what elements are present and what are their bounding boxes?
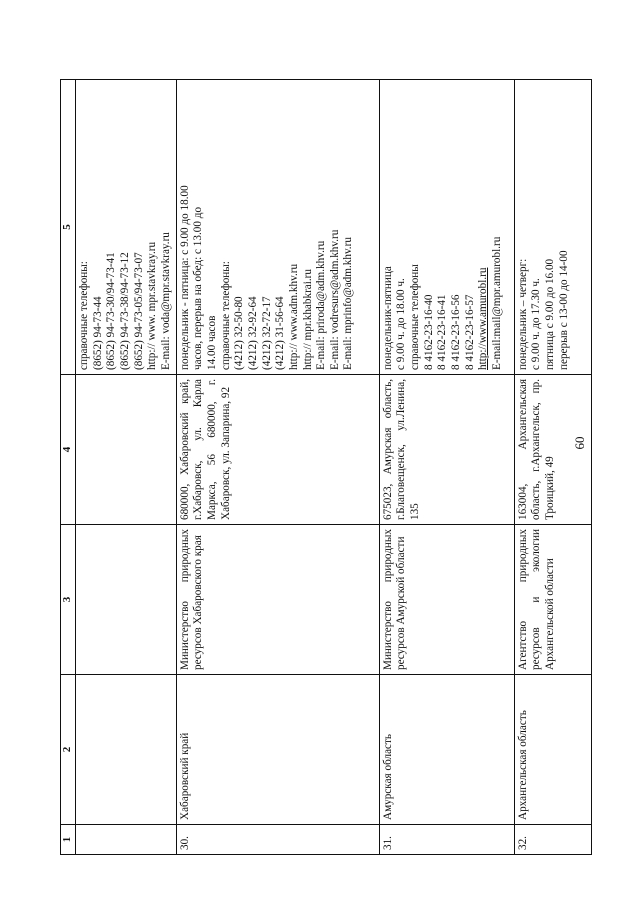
address-cell: 675023, Амурская область, г.Благовещенск, ул.Ленина, 135 <box>379 375 514 525</box>
website-link[interactable]: http://www.amurobl.ru <box>477 267 490 370</box>
organization-cell: Агентство природных ресурсов и экологии Архангельской области <box>514 525 591 675</box>
organization-cell: Министерство природных ресурсов Хабаровского края <box>176 525 379 675</box>
header-cell-5: 5 <box>61 80 76 375</box>
contact-line: с 9.00 ч. до 18.00 ч. <box>395 278 408 370</box>
contact-line: http:// www.adm.khv.ru <box>287 263 300 370</box>
region-cell: Хабаровский край <box>176 675 379 825</box>
address-cell: 680000, Хабаровский край, г.Хабаровск, ул. Карла Маркса, 56 680000, г. Хабаровск, ул. Запарина, 92 <box>176 375 379 525</box>
row-number: 31. <box>379 825 514 855</box>
contact-line: понедельник – четверг: <box>516 258 529 370</box>
row-number: 30. <box>176 825 379 855</box>
contact-line: понедельник - пятница: с 9.00 до 18.00 <box>178 185 191 370</box>
contact-line: с 9.00 ч. до 17.30 ч. <box>530 278 543 370</box>
organization-cell: Министерство природных ресурсов Амурской области <box>379 525 514 675</box>
contacts-cell <box>514 80 591 375</box>
header-cell-3: 3 <box>61 525 76 675</box>
contact-line: E-mail: priroda@adm.khv.ru <box>315 240 328 370</box>
contact-line: (8652) 94-73-30/94-73-41 <box>105 252 118 370</box>
contact-line: http:// mpr.khabkrai.ru <box>301 269 314 370</box>
contact-line: E-mail: vodresurs@adm.khv.ru <box>328 229 341 370</box>
cell-empty <box>76 675 177 825</box>
contacts-cell <box>176 80 379 375</box>
contact-line: (4212) 32-72-17 <box>260 296 273 370</box>
header-cell-2: 2 <box>61 675 76 825</box>
contact-line: E-mail: mprinfo@adm.khv.ru <box>342 237 355 370</box>
contact-line: 8 4162-23-16-56 <box>449 294 462 370</box>
contact-line: справочные телефоны: <box>78 261 90 370</box>
contact-line: пятница с 9.00 до 16.00 <box>543 258 556 370</box>
contact-line: (4212) 32-50-80 <box>233 296 246 370</box>
contacts-table <box>60 79 592 855</box>
contact-line: (4212) 32-92-64 <box>246 296 259 370</box>
contacts-cell <box>76 80 177 375</box>
contact-line: часов, перерыв на обед: с 13.00 до <box>192 206 205 370</box>
contact-line: http:// www. mpr.stavkray.ru <box>146 241 159 370</box>
table-row <box>379 80 514 855</box>
region-cell: Архангельская область <box>514 675 591 825</box>
address-cell: 163004, Архангельская область, г.Архангельск, пр. Троицкий, 49 <box>514 375 591 525</box>
table-row-continued <box>76 80 177 855</box>
contact-line: (8652) 94-73-44 <box>91 296 104 370</box>
region-cell: Амурская область <box>379 675 514 825</box>
contact-line: справочные телефоны <box>408 264 421 370</box>
contact-line: (4212) 31-56-64 <box>274 296 287 370</box>
contact-line: (8652) 94-73-38/94-73-12 <box>118 252 131 370</box>
contact-line: 8 4162-23-16-40 <box>422 294 435 370</box>
contact-line: (8652) 94-73-05/94-73-07 <box>132 252 145 370</box>
contact-line: понедельник-пятница <box>381 266 394 370</box>
contact-line: 14.00 часов <box>205 315 218 370</box>
contact-line: E-mail:mail@mpr.amurobl.ru <box>490 236 503 370</box>
cell-empty <box>76 375 177 525</box>
contacts-cell <box>379 80 514 375</box>
contact-line: E-mail: voda@mpr.stavkray.ru <box>159 232 172 370</box>
cell-empty <box>76 825 177 855</box>
row-number: 32. <box>514 825 591 855</box>
page-number: 60 <box>572 436 587 450</box>
cell-empty <box>76 525 177 675</box>
table-row <box>176 80 379 855</box>
header-cell-4: 4 <box>61 375 76 525</box>
rotated-table-container <box>60 80 570 855</box>
contact-line: 8 4162-23-16-41 <box>436 294 449 370</box>
contact-line: перерыв с 13-00 до 14-00 <box>557 250 570 370</box>
header-cell-1: 1 <box>61 825 76 855</box>
contact-line: справочные телефоны: <box>219 261 232 370</box>
header-row <box>61 80 76 855</box>
contact-line: 8 4162-23-16-57 <box>463 294 476 370</box>
table-row <box>514 80 591 855</box>
